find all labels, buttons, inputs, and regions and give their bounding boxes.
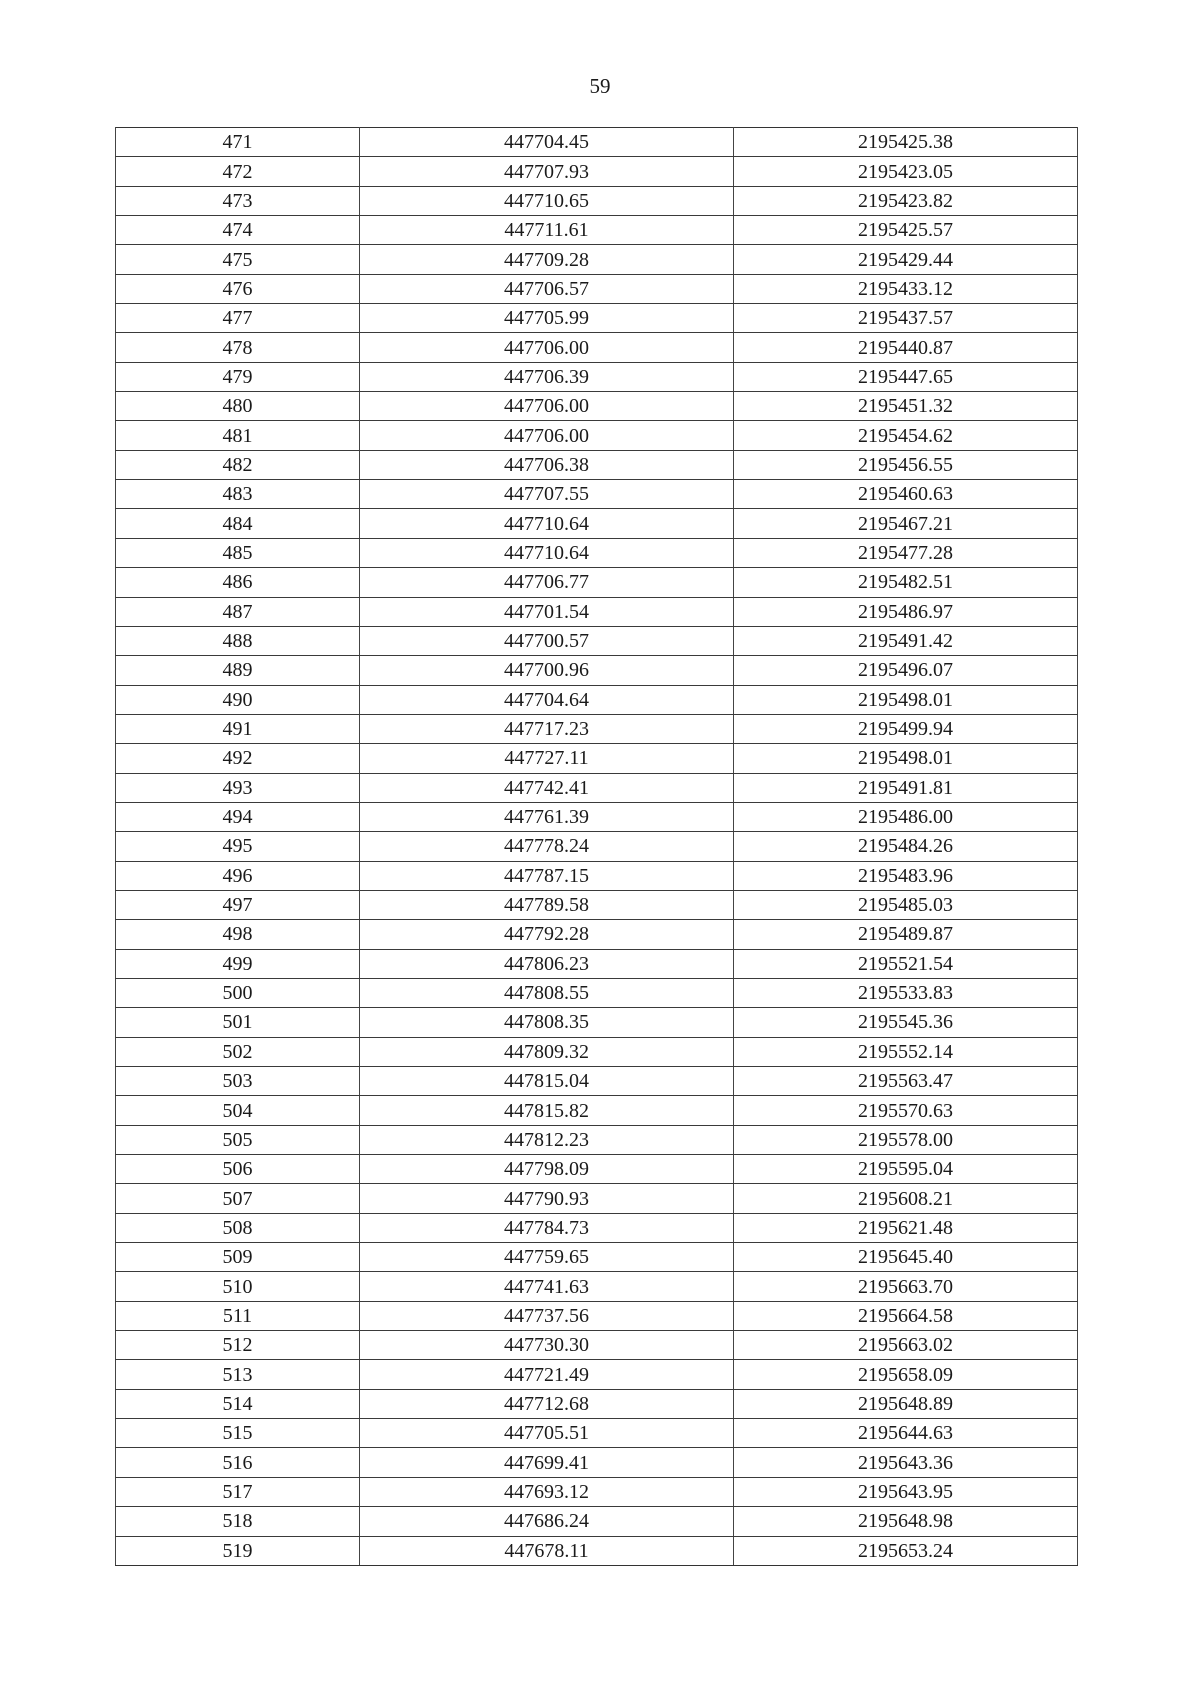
y-coordinate-cell: 2195489.87 xyxy=(734,920,1078,949)
x-coordinate-cell: 447798.09 xyxy=(360,1155,734,1184)
point-number-cell: 497 xyxy=(116,890,360,919)
point-number-cell: 496 xyxy=(116,861,360,890)
y-coordinate-cell: 2195460.63 xyxy=(734,480,1078,509)
y-coordinate-cell: 2195645.40 xyxy=(734,1243,1078,1272)
table-row xyxy=(116,890,1078,919)
point-number-cell: 493 xyxy=(116,773,360,802)
point-number-cell: 482 xyxy=(116,450,360,479)
table-row xyxy=(116,1301,1078,1330)
y-coordinate-cell: 2195454.62 xyxy=(734,421,1078,450)
x-coordinate-cell: 447710.64 xyxy=(360,509,734,538)
table-row xyxy=(116,597,1078,626)
point-number-cell: 491 xyxy=(116,714,360,743)
point-number-cell: 505 xyxy=(116,1125,360,1154)
point-number-cell: 479 xyxy=(116,362,360,391)
table-row xyxy=(116,1037,1078,1066)
table-row xyxy=(116,274,1078,303)
point-number-cell: 475 xyxy=(116,245,360,274)
y-coordinate-cell: 2195482.51 xyxy=(734,568,1078,597)
x-coordinate-cell: 447700.96 xyxy=(360,656,734,685)
x-coordinate-cell: 447808.55 xyxy=(360,978,734,1007)
table-row xyxy=(116,1536,1078,1565)
table-row xyxy=(116,1389,1078,1418)
y-coordinate-cell: 2195496.07 xyxy=(734,656,1078,685)
x-coordinate-cell: 447809.32 xyxy=(360,1037,734,1066)
y-coordinate-cell: 2195425.38 xyxy=(734,128,1078,157)
point-number-cell: 477 xyxy=(116,304,360,333)
point-number-cell: 473 xyxy=(116,186,360,215)
x-coordinate-cell: 447678.11 xyxy=(360,1536,734,1565)
table-row xyxy=(116,714,1078,743)
y-coordinate-cell: 2195563.47 xyxy=(734,1067,1078,1096)
x-coordinate-cell: 447706.77 xyxy=(360,568,734,597)
y-coordinate-cell: 2195658.09 xyxy=(734,1360,1078,1389)
point-number-cell: 515 xyxy=(116,1419,360,1448)
y-coordinate-cell: 2195485.03 xyxy=(734,890,1078,919)
coordinate-table xyxy=(115,127,1078,1566)
point-number-cell: 514 xyxy=(116,1389,360,1418)
point-number-cell: 499 xyxy=(116,949,360,978)
x-coordinate-cell: 447778.24 xyxy=(360,832,734,861)
y-coordinate-cell: 2195648.98 xyxy=(734,1507,1078,1536)
point-number-cell: 485 xyxy=(116,538,360,567)
table-row xyxy=(116,773,1078,802)
y-coordinate-cell: 2195663.02 xyxy=(734,1331,1078,1360)
table-row xyxy=(116,861,1078,890)
y-coordinate-cell: 2195486.97 xyxy=(734,597,1078,626)
y-coordinate-cell: 2195578.00 xyxy=(734,1125,1078,1154)
y-coordinate-cell: 2195570.63 xyxy=(734,1096,1078,1125)
point-number-cell: 488 xyxy=(116,626,360,655)
point-number-cell: 483 xyxy=(116,480,360,509)
x-coordinate-cell: 447737.56 xyxy=(360,1301,734,1330)
x-coordinate-cell: 447727.11 xyxy=(360,744,734,773)
x-coordinate-cell: 447709.28 xyxy=(360,245,734,274)
y-coordinate-cell: 2195521.54 xyxy=(734,949,1078,978)
point-number-cell: 512 xyxy=(116,1331,360,1360)
table-row xyxy=(116,245,1078,274)
table-row xyxy=(116,1155,1078,1184)
y-coordinate-cell: 2195483.96 xyxy=(734,861,1078,890)
point-number-cell: 498 xyxy=(116,920,360,949)
table-row xyxy=(116,216,1078,245)
x-coordinate-cell: 447741.63 xyxy=(360,1272,734,1301)
point-number-cell: 490 xyxy=(116,685,360,714)
x-coordinate-cell: 447712.68 xyxy=(360,1389,734,1418)
y-coordinate-cell: 2195484.26 xyxy=(734,832,1078,861)
x-coordinate-cell: 447707.93 xyxy=(360,157,734,186)
point-number-cell: 507 xyxy=(116,1184,360,1213)
table-row xyxy=(116,128,1078,157)
table-row xyxy=(116,978,1078,1007)
point-number-cell: 502 xyxy=(116,1037,360,1066)
table-row xyxy=(116,450,1078,479)
x-coordinate-cell: 447707.55 xyxy=(360,480,734,509)
x-coordinate-cell: 447705.51 xyxy=(360,1419,734,1448)
table-row xyxy=(116,1125,1078,1154)
x-coordinate-cell: 447699.41 xyxy=(360,1448,734,1477)
x-coordinate-cell: 447759.65 xyxy=(360,1243,734,1272)
table-row xyxy=(116,1067,1078,1096)
y-coordinate-cell: 2195664.58 xyxy=(734,1301,1078,1330)
y-coordinate-cell: 2195533.83 xyxy=(734,978,1078,1007)
table-row xyxy=(116,421,1078,450)
table-row xyxy=(116,1360,1078,1389)
y-coordinate-cell: 2195447.65 xyxy=(734,362,1078,391)
table-row xyxy=(116,685,1078,714)
point-number-cell: 494 xyxy=(116,802,360,831)
point-number-cell: 500 xyxy=(116,978,360,1007)
x-coordinate-cell: 447711.61 xyxy=(360,216,734,245)
x-coordinate-cell: 447686.24 xyxy=(360,1507,734,1536)
y-coordinate-cell: 2195643.95 xyxy=(734,1477,1078,1506)
x-coordinate-cell: 447792.28 xyxy=(360,920,734,949)
y-coordinate-cell: 2195498.01 xyxy=(734,744,1078,773)
y-coordinate-cell: 2195498.01 xyxy=(734,685,1078,714)
table-row xyxy=(116,1008,1078,1037)
table-row xyxy=(116,1331,1078,1360)
x-coordinate-cell: 447706.38 xyxy=(360,450,734,479)
point-number-cell: 474 xyxy=(116,216,360,245)
y-coordinate-cell: 2195433.12 xyxy=(734,274,1078,303)
point-number-cell: 486 xyxy=(116,568,360,597)
y-coordinate-cell: 2195456.55 xyxy=(734,450,1078,479)
table-row xyxy=(116,392,1078,421)
point-number-cell: 518 xyxy=(116,1507,360,1536)
point-number-cell: 506 xyxy=(116,1155,360,1184)
y-coordinate-cell: 2195437.57 xyxy=(734,304,1078,333)
point-number-cell: 516 xyxy=(116,1448,360,1477)
y-coordinate-cell: 2195486.00 xyxy=(734,802,1078,831)
point-number-cell: 492 xyxy=(116,744,360,773)
table-row xyxy=(116,1096,1078,1125)
table-row xyxy=(116,1419,1078,1448)
point-number-cell: 472 xyxy=(116,157,360,186)
table-row xyxy=(116,538,1078,567)
y-coordinate-cell: 2195644.63 xyxy=(734,1419,1078,1448)
table-row xyxy=(116,480,1078,509)
point-number-cell: 501 xyxy=(116,1008,360,1037)
x-coordinate-cell: 447706.00 xyxy=(360,421,734,450)
point-number-cell: 480 xyxy=(116,392,360,421)
x-coordinate-cell: 447815.82 xyxy=(360,1096,734,1125)
x-coordinate-cell: 447700.57 xyxy=(360,626,734,655)
y-coordinate-cell: 2195621.48 xyxy=(734,1213,1078,1242)
table-row xyxy=(116,920,1078,949)
x-coordinate-cell: 447806.23 xyxy=(360,949,734,978)
y-coordinate-cell: 2195499.94 xyxy=(734,714,1078,743)
table-row xyxy=(116,157,1078,186)
point-number-cell: 504 xyxy=(116,1096,360,1125)
y-coordinate-cell: 2195423.82 xyxy=(734,186,1078,215)
point-number-cell: 471 xyxy=(116,128,360,157)
point-number-cell: 510 xyxy=(116,1272,360,1301)
y-coordinate-cell: 2195545.36 xyxy=(734,1008,1078,1037)
y-coordinate-cell: 2195653.24 xyxy=(734,1536,1078,1565)
table-row xyxy=(116,304,1078,333)
x-coordinate-cell: 447710.64 xyxy=(360,538,734,567)
point-number-cell: 509 xyxy=(116,1243,360,1272)
x-coordinate-cell: 447789.58 xyxy=(360,890,734,919)
table-row xyxy=(116,1477,1078,1506)
x-coordinate-cell: 447706.39 xyxy=(360,362,734,391)
x-coordinate-cell: 447812.23 xyxy=(360,1125,734,1154)
y-coordinate-cell: 2195595.04 xyxy=(734,1155,1078,1184)
x-coordinate-cell: 447706.00 xyxy=(360,333,734,362)
x-coordinate-cell: 447721.49 xyxy=(360,1360,734,1389)
point-number-cell: 476 xyxy=(116,274,360,303)
point-number-cell: 508 xyxy=(116,1213,360,1242)
point-number-cell: 517 xyxy=(116,1477,360,1506)
y-coordinate-cell: 2195608.21 xyxy=(734,1184,1078,1213)
x-coordinate-cell: 447815.04 xyxy=(360,1067,734,1096)
y-coordinate-cell: 2195491.42 xyxy=(734,626,1078,655)
y-coordinate-cell: 2195451.32 xyxy=(734,392,1078,421)
y-coordinate-cell: 2195663.70 xyxy=(734,1272,1078,1301)
point-number-cell: 495 xyxy=(116,832,360,861)
table-row xyxy=(116,333,1078,362)
table-row xyxy=(116,1448,1078,1477)
table-row xyxy=(116,832,1078,861)
table-row xyxy=(116,744,1078,773)
x-coordinate-cell: 447706.00 xyxy=(360,392,734,421)
x-coordinate-cell: 447790.93 xyxy=(360,1184,734,1213)
table-row xyxy=(116,626,1078,655)
x-coordinate-cell: 447705.99 xyxy=(360,304,734,333)
x-coordinate-cell: 447787.15 xyxy=(360,861,734,890)
table-row xyxy=(116,1184,1078,1213)
y-coordinate-cell: 2195491.81 xyxy=(734,773,1078,802)
x-coordinate-cell: 447704.64 xyxy=(360,685,734,714)
table-row xyxy=(116,509,1078,538)
y-coordinate-cell: 2195552.14 xyxy=(734,1037,1078,1066)
x-coordinate-cell: 447730.30 xyxy=(360,1331,734,1360)
table-row xyxy=(116,362,1078,391)
x-coordinate-cell: 447701.54 xyxy=(360,597,734,626)
y-coordinate-cell: 2195440.87 xyxy=(734,333,1078,362)
x-coordinate-cell: 447761.39 xyxy=(360,802,734,831)
table-row xyxy=(116,802,1078,831)
point-number-cell: 513 xyxy=(116,1360,360,1389)
x-coordinate-cell: 447710.65 xyxy=(360,186,734,215)
point-number-cell: 478 xyxy=(116,333,360,362)
table-row xyxy=(116,949,1078,978)
table-row xyxy=(116,568,1078,597)
x-coordinate-cell: 447706.57 xyxy=(360,274,734,303)
x-coordinate-cell: 447704.45 xyxy=(360,128,734,157)
point-number-cell: 489 xyxy=(116,656,360,685)
page-number: 59 xyxy=(589,74,611,98)
x-coordinate-cell: 447742.41 xyxy=(360,773,734,802)
x-coordinate-cell: 447717.23 xyxy=(360,714,734,743)
table-row xyxy=(116,186,1078,215)
point-number-cell: 519 xyxy=(116,1536,360,1565)
y-coordinate-cell: 2195643.36 xyxy=(734,1448,1078,1477)
x-coordinate-cell: 447693.12 xyxy=(360,1477,734,1506)
point-number-cell: 481 xyxy=(116,421,360,450)
y-coordinate-cell: 2195467.21 xyxy=(734,509,1078,538)
table-row xyxy=(116,1213,1078,1242)
table-row xyxy=(116,1507,1078,1536)
y-coordinate-cell: 2195425.57 xyxy=(734,216,1078,245)
x-coordinate-cell: 447784.73 xyxy=(360,1213,734,1242)
x-coordinate-cell: 447808.35 xyxy=(360,1008,734,1037)
y-coordinate-cell: 2195423.05 xyxy=(734,157,1078,186)
point-number-cell: 511 xyxy=(116,1301,360,1330)
table-row xyxy=(116,1272,1078,1301)
table-row xyxy=(116,656,1078,685)
coordinate-table-body xyxy=(116,128,1078,1566)
point-number-cell: 487 xyxy=(116,597,360,626)
point-number-cell: 503 xyxy=(116,1067,360,1096)
y-coordinate-cell: 2195648.89 xyxy=(734,1389,1078,1418)
table-row xyxy=(116,1243,1078,1272)
y-coordinate-cell: 2195429.44 xyxy=(734,245,1078,274)
point-number-cell: 484 xyxy=(116,509,360,538)
y-coordinate-cell: 2195477.28 xyxy=(734,538,1078,567)
